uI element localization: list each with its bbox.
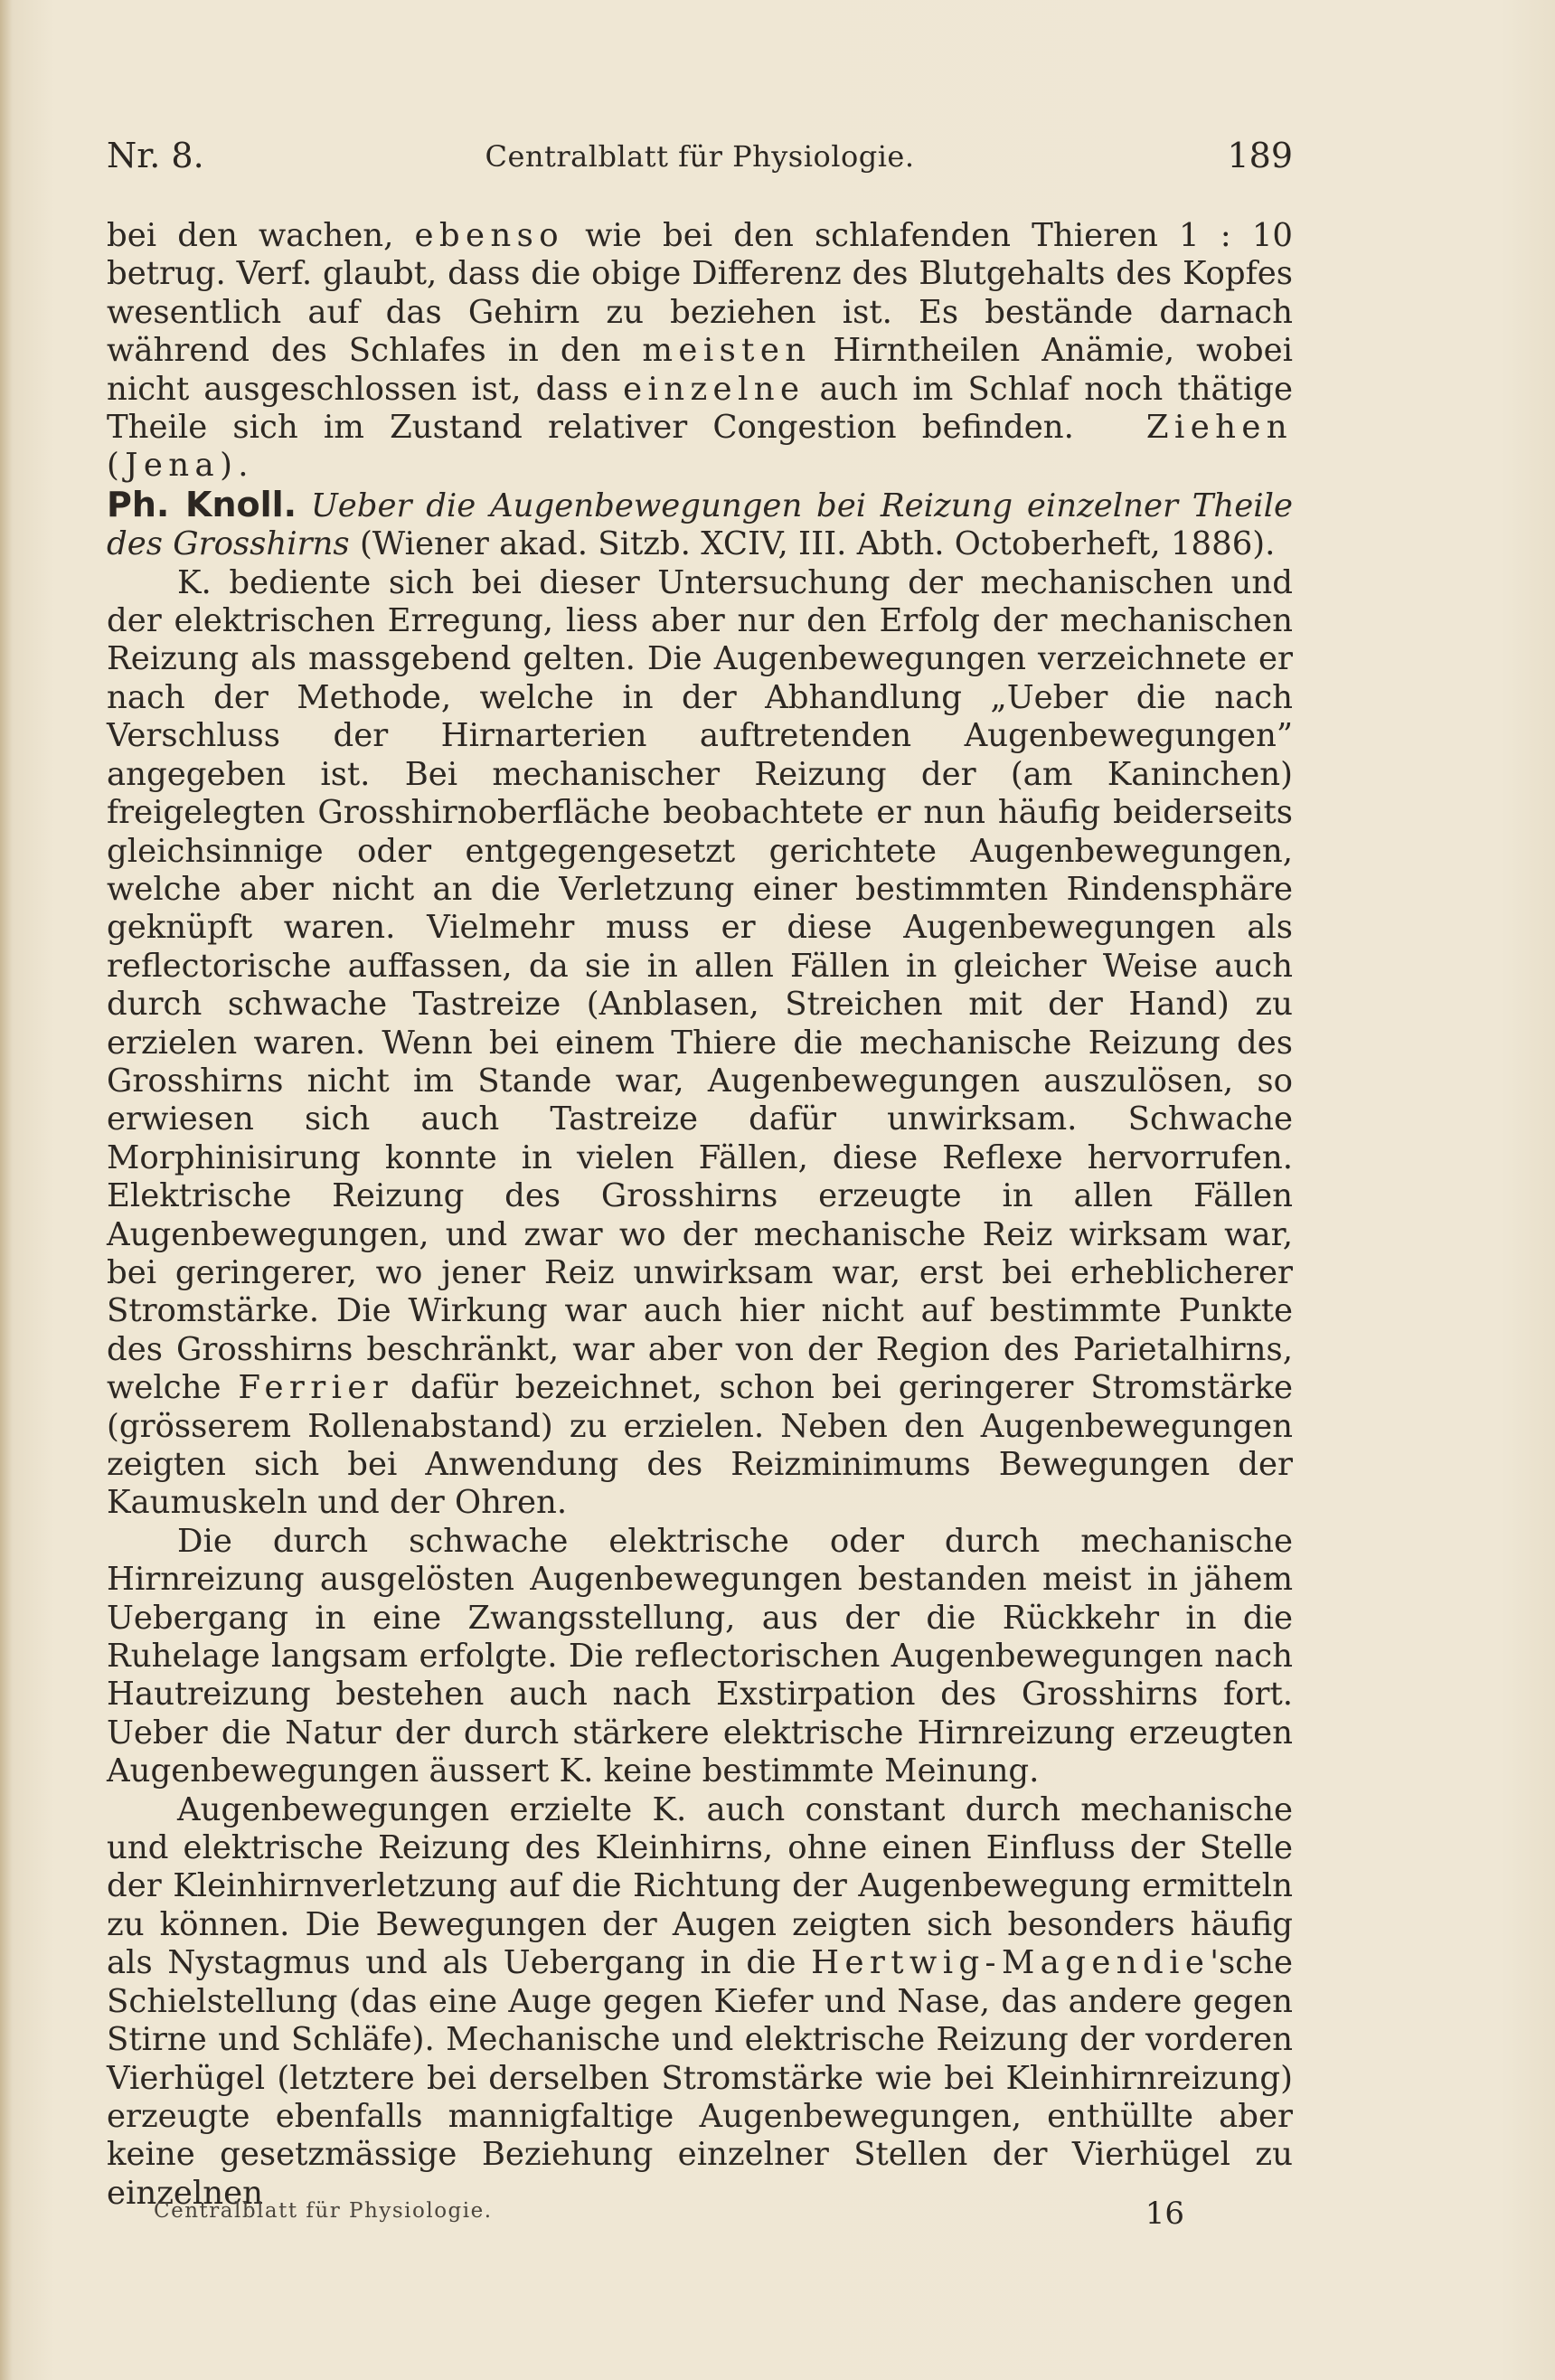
reviewer-signature: Ziehen (Jena). bbox=[107, 409, 1293, 485]
signature-mark: 16 bbox=[1145, 2196, 1184, 2232]
review-paragraph: Die durch schwache elektrische oder durch mechanische Hirnreizung ausgelösten Augenbewegungen bestanden meist in jähem Uebergang in eine Zwangsstellung, aus der die Rückkehr in die Ruhelage langsam erfolgte. Die reflectorischen Augenbewegungen nach Hautreizung bestehen auch nach Exstirpation des Grosshirns fort. Ueber die Natur der durch stärkere elektrische Hirnreizung erzeugten Augenbewegungen äussert K. keine bestimmte Meinung. bbox=[107, 1522, 1293, 1790]
entry-title: Ueber die Augenbewegungen bei Reizung einzelner Theile des Grosshirns bbox=[107, 486, 1293, 563]
review-paragraph: K. bediente sich bei dieser Untersuchung der mechanischen und der elektrischen Erregung, liess aber nur den Erfolg der mechanischen Reizung als massgebend gelten. Die Augenbewegungen verzeichnete er nach der Methode, welche in der Abhandlung „Ueber die nach Verschluss der Hirnarterien auftretenden Augenbewegungen” angegeben ist. Bei mechanischer Reizung der (am Kaninchen) freigelegten Grosshirnoberfläche beobachtete er nun häufig beiderseits gleichsinnige oder entgegengesetzt gerichtete Augenbewegungen, welche aber nicht an die Verletzung einer bestimmten Rindensphäre geknüpft waren. Vielmehr muss er diese Augenbewegungen als reflectorische auffassen, da sie in allen Fällen in gleicher Weise auch durch schwache Tastreize (Anblasen, Streichen mit der Hand) zu erzielen waren. Wenn bei einem Thiere die mechanische Reizung des Grosshirns nicht im Stande war, Augenbewegungen auszulösen, so erwiesen sich auch Tastreize dafür unwirksam. Schwache Morphinisirung konnte in vielen Fällen, diese Reflexe hervorrufen. Elektrische Reizung des Grosshirns erzeugte in allen Fällen Augenbewegungen, und zwar wo der mechanische Reiz wirksam war, bei geringerer, wo jener Reiz unwirksam war, erst bei erheblicherer Stromstärke. Die Wirkung war auch hier nicht auf bestimmte Punkte des Grosshirns beschränkt, war aber von der Region des Parietalhirns, welche Ferrier dafür bezeichnet, schon bei geringerer Stromstärke (grösserem Rollenabstand) zu erzielen. Neben den Augenbewegungen zeigten sich bei Anwendung des Reizminimums Bewegungen der Kaumuskeln und der Ohren. bbox=[107, 563, 1293, 1522]
page-number: 189 bbox=[1227, 136, 1293, 175]
page-footer bbox=[154, 2196, 1184, 2235]
entry-source: (Wiener akad. Sitzb. XCIV, III. Abth. Octoberheft, 1886). bbox=[359, 525, 1276, 563]
issue-number: Nr. 8. bbox=[107, 136, 204, 175]
journal-title: Centralblatt für Physiologie. bbox=[485, 139, 915, 174]
running-header bbox=[107, 136, 1293, 190]
entry-author: Ph. Knoll. bbox=[107, 484, 297, 524]
paragraph-continuation: bei den wachen, ebenso wie bei den schlafenden Thieren 1 : 10 betrug. Verf. glaubt, dass die obige Differenz des Blutgehalts des Kopfes wesentlich auf das Gehirn zu beziehen ist. Es bestände darnach während des Schlafes in den meisten Hirntheilen Anämie, wobei nicht ausgeschlossen ist, dass einzelne auch im Schlaf noch thätige Theile sich im Zustand relativer Congestion befinden. Ziehen (Jena). bbox=[107, 217, 1293, 485]
article-body bbox=[107, 217, 1293, 2213]
footer-journal: Centralblatt für Physiologie. bbox=[154, 2199, 493, 2223]
review-paragraph: Augenbewegungen erzielte K. auch constant durch mechanische und elektrische Reizung des Kleinhirns, ohne einen Einfluss der Stelle der Kleinhirnverletzung auf die Richtung der Augenbewegung ermitteln zu können. Die Bewegungen der Augen zeigten sich besonders häufig als Nystagmus und als Uebergang in die Hertwig-Magendie'sche Schielstellung (das eine Auge gegen Kiefer und Nase, das andere gegen Stirne und Schläfe). Mechanische und elektrische Reizung der vorderen Vierhügel (letztere bei derselben Stromstärke wie bei Kleinhirnreizung) erzeugte ebenfalls mannigfaltige Augenbewegungen, enthüllte aber keine gesetzmässige Beziehung einzelner Stellen der Vierhügel zu einzelnen bbox=[107, 1790, 1293, 2212]
review-entry-heading bbox=[107, 486, 1293, 564]
